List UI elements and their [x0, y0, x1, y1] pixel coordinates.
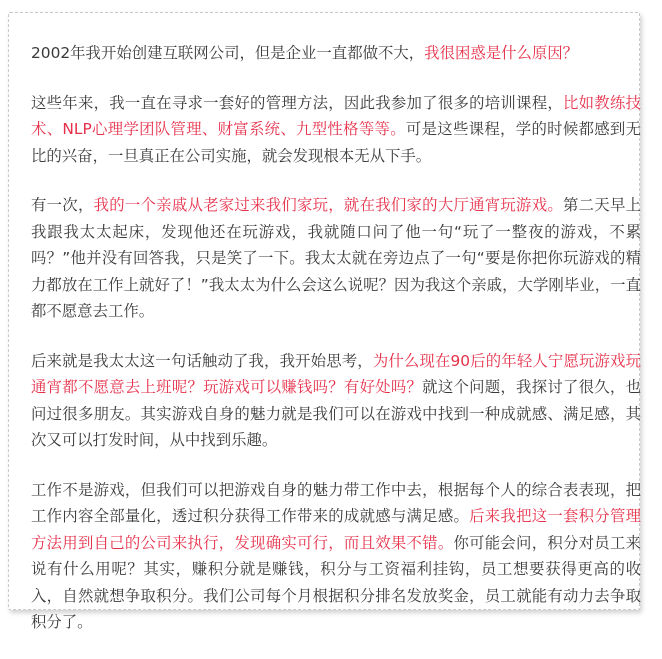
paragraph-5: [31, 477, 641, 636]
paragraph-5-text-b: 你可能会问，积分对员工来说有什么用呢？其实，赚积分就是赚钱，积分与工资福利挂钩，员工想要获得更高的收入，自然就想争取积分。我们公司每个月根据积分排名发放奖金，员工就能有动力去争取积分了。: [31, 533, 641, 631]
paragraph-2-highlight: 比如教练技术、NLP心理学团队管理、财富系统、九型性格等等。: [31, 93, 641, 138]
paragraph-2-text-a: 这些年来，我一直在寻求一套好的管理方法，因此我参加了很多的培训课程，: [31, 93, 563, 112]
paragraph-3-text-a: 有一次，: [31, 196, 94, 214]
paragraph-3-text-b: 第二天早上我跟我太太起床，发现他还在玩游戏，我就随口问了他一句“玩了一整夜的游戏，不累吗？”他并没有回答我，只是笑了一下。我太太就在旁边点了一句“要是你把你玩游戏的精力都放在工作上就好了！”我太太为什么会这么说呢？因为我这个亲戚，大学刚毕业，一直都不愿意去工作。: [31, 196, 641, 320]
paragraph-3: [31, 192, 641, 325]
paragraph-2: [31, 90, 641, 170]
paragraph-5-highlight: 后来我把这一套积分管理方法用到自己的公司来执行，发现确实可行，而且效果不错。: [31, 507, 641, 552]
article-card: [8, 12, 641, 631]
paragraph-4-text-a: 后来就是我太太这一句话触动了我，我开始思考，: [31, 351, 373, 370]
paragraph-4-highlight: 为什么现在90后的年轻人宁愿玩游戏玩通宵都不愿意去上班呢？玩游戏可以赚钱吗？有好处吗？: [31, 351, 641, 396]
paragraph-4-text-b: 就这个问题，我探讨了很久，也问过很多朋友。其实游戏自身的魅力就是我们可以在游戏中找到一种成就感、满足感，其次又可以打发时间，从中找到乐趣。: [31, 378, 641, 449]
paragraph-1-text: 2002年我开始创建互联网公司，但是企业一直都做不大，: [31, 44, 425, 62]
paragraph-4: [31, 348, 641, 454]
article-body: [31, 40, 641, 659]
paragraph-1: [31, 40, 641, 67]
paragraph-1-highlight: 我很困惑是什么原因？: [424, 44, 579, 62]
paragraph-5-text-a: 工作不是游戏，但我们可以把游戏自身的魅力带工作中去，根据每个人的综合表表现，把工作内容全部量化，透过积分获得工作带来的成就感与满足感。: [31, 480, 641, 525]
paragraph-2-text-b: 可是这些课程，学的时候都感到无比的兴奋，一旦真正在公司实施，就会发现根本无从下手。: [31, 120, 641, 165]
paragraph-3-highlight: 我的一个亲戚从老家过来我们家玩，就在我们家的大厅通宵玩游戏。: [93, 196, 563, 214]
